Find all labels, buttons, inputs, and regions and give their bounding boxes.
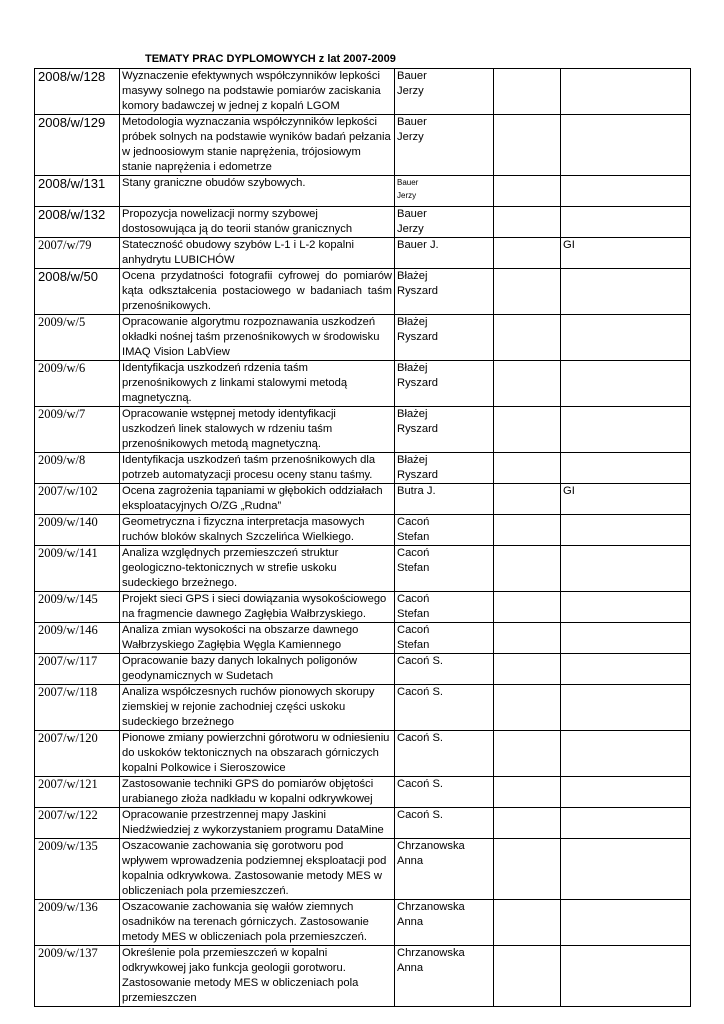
thesis-note bbox=[561, 207, 691, 238]
empty-cell bbox=[494, 407, 561, 453]
thesis-topic: Metodologia wyznaczania współczynników lepkości próbek solnych na podstawie wyników badań pełzania w jednoosiowym stanie naprężenia, trójosiowym stanie naprężenia i edometrze bbox=[120, 115, 395, 176]
empty-cell bbox=[494, 315, 561, 361]
table-row bbox=[35, 176, 691, 207]
thesis-topic: Opracowanie algorytmu rozpoznawania uszkodzeń okładki nośnej taśm przenośnikowych w środowisku IMAQ Vision LabView bbox=[120, 315, 395, 361]
thesis-author: Bauer Jerzy bbox=[395, 207, 494, 238]
thesis-topic: Oszacowanie zachowania się wałów ziemnych osadników na terenach górniczych. Zastosowanie metody MES w obliczeniach pola przemieszczeń. bbox=[120, 900, 395, 946]
empty-cell bbox=[494, 238, 561, 269]
empty-cell bbox=[494, 592, 561, 623]
thesis-id: 2007/w/121 bbox=[35, 777, 120, 808]
document-title: TEMATY PRAC DYPLOMOWYCH z lat 2007-2009 bbox=[145, 53, 396, 65]
thesis-topic: Ocena przydatności fotografii cyfrowej do pomiarów kąta odkształcenia postaciowego w badaniach taśm przenośnikowych. bbox=[120, 269, 395, 315]
empty-cell bbox=[494, 839, 561, 900]
table-row bbox=[35, 361, 691, 407]
thesis-topic: Wyznaczenie efektywnych współczynników lepkości masywy solnego na podstawie pomiarów zaciskania komory badawczej w jednej z kopalń LGOM bbox=[120, 69, 395, 115]
empty-cell bbox=[494, 900, 561, 946]
empty-cell bbox=[494, 453, 561, 484]
thesis-id: 2008/w/131 bbox=[35, 176, 120, 207]
table-row bbox=[35, 731, 691, 777]
empty-cell bbox=[494, 207, 561, 238]
table-row bbox=[35, 900, 691, 946]
thesis-id: 2009/w/137 bbox=[35, 946, 120, 1007]
thesis-id: 2008/w/128 bbox=[35, 69, 120, 115]
thesis-id: 2009/w/146 bbox=[35, 623, 120, 654]
thesis-note bbox=[561, 546, 691, 592]
thesis-note bbox=[561, 946, 691, 1007]
thesis-id: 2009/w/5 bbox=[35, 315, 120, 361]
thesis-author: Błażej Ryszard bbox=[395, 407, 494, 453]
table-row bbox=[35, 808, 691, 839]
thesis-author: Cacoń Stefan bbox=[395, 546, 494, 592]
thesis-author: Błażej Ryszard bbox=[395, 361, 494, 407]
thesis-author: Cacoń Stefan bbox=[395, 515, 494, 546]
thesis-note: GI bbox=[561, 238, 691, 269]
thesis-id: 2009/w/7 bbox=[35, 407, 120, 453]
thesis-author: Bauer J. bbox=[395, 238, 494, 269]
thesis-author: Cacoń S. bbox=[395, 731, 494, 777]
empty-cell bbox=[494, 115, 561, 176]
table-row bbox=[35, 315, 691, 361]
thesis-id: 2007/w/118 bbox=[35, 685, 120, 731]
thesis-note bbox=[561, 453, 691, 484]
thesis-topic: Stany graniczne obudów szybowych. bbox=[120, 176, 395, 207]
thesis-author: Cacoń S. bbox=[395, 685, 494, 731]
thesis-id: 2007/w/102 bbox=[35, 484, 120, 515]
table-row bbox=[35, 654, 691, 685]
thesis-topic: Analiza współczesnych ruchów pionowych skorupy ziemskiej w rejonie zachodniej części uskoku sudeckiego brzeżnego bbox=[120, 685, 395, 731]
thesis-id: 2009/w/145 bbox=[35, 592, 120, 623]
empty-cell bbox=[494, 515, 561, 546]
thesis-author: Błażej Ryszard bbox=[395, 269, 494, 315]
thesis-topic: Analiza względnych przemieszczeń struktur geologiczno-tektonicznych w strefie uskoku sudeckiego brzeżnego. bbox=[120, 546, 395, 592]
thesis-topic: Identyfikacja uszkodzeń rdzenia taśm przenośnikowych z linkami stalowymi metodą magnetyczną. bbox=[120, 361, 395, 407]
thesis-author: Chrzanowska Anna bbox=[395, 946, 494, 1007]
thesis-note bbox=[561, 623, 691, 654]
empty-cell bbox=[494, 623, 561, 654]
table-row bbox=[35, 592, 691, 623]
empty-cell bbox=[494, 808, 561, 839]
empty-cell bbox=[494, 176, 561, 207]
thesis-note bbox=[561, 731, 691, 777]
thesis-note bbox=[561, 115, 691, 176]
thesis-note bbox=[561, 808, 691, 839]
empty-cell bbox=[494, 546, 561, 592]
empty-cell bbox=[494, 777, 561, 808]
thesis-note bbox=[561, 361, 691, 407]
table-row bbox=[35, 685, 691, 731]
thesis-note bbox=[561, 777, 691, 808]
thesis-id: 2009/w/136 bbox=[35, 900, 120, 946]
table-row bbox=[35, 238, 691, 269]
empty-cell bbox=[494, 685, 561, 731]
thesis-note bbox=[561, 592, 691, 623]
thesis-id: 2007/w/120 bbox=[35, 731, 120, 777]
empty-cell bbox=[494, 361, 561, 407]
thesis-topic: Zastosowanie techniki GPS do pomiarów objętości urabianego złoża nadkładu w kopalni odkrywkowej bbox=[120, 777, 395, 808]
thesis-note bbox=[561, 269, 691, 315]
thesis-id: 2009/w/6 bbox=[35, 361, 120, 407]
thesis-note: GI bbox=[561, 484, 691, 515]
table-row bbox=[35, 453, 691, 484]
thesis-topic: Opracowanie wstępnej metody identyfikacji uszkodzeń linek stalowych w rdzeniu taśm przenośnikowych metodą magnetyczną. bbox=[120, 407, 395, 453]
table-row bbox=[35, 515, 691, 546]
table-row bbox=[35, 269, 691, 315]
table-row bbox=[35, 777, 691, 808]
table-row bbox=[35, 207, 691, 238]
thesis-note bbox=[561, 407, 691, 453]
thesis-note bbox=[561, 654, 691, 685]
thesis-id: 2007/w/117 bbox=[35, 654, 120, 685]
table-row bbox=[35, 623, 691, 654]
table-row bbox=[35, 546, 691, 592]
empty-cell bbox=[494, 269, 561, 315]
thesis-note bbox=[561, 176, 691, 207]
table-row bbox=[35, 839, 691, 900]
thesis-author: Cacoń S. bbox=[395, 808, 494, 839]
thesis-author: Błażej Ryszard bbox=[395, 315, 494, 361]
thesis-author: Cacoń Stefan bbox=[395, 592, 494, 623]
empty-cell bbox=[494, 69, 561, 115]
thesis-id: 2007/w/79 bbox=[35, 238, 120, 269]
thesis-author: Bauer Jerzy bbox=[395, 115, 494, 176]
thesis-author: Bauer Jerzy bbox=[395, 69, 494, 115]
table-row bbox=[35, 407, 691, 453]
thesis-topic: Pionowe zmiany powierzchni górotworu w odniesieniu do uskoków tektonicznych na obszarach górniczych kopalni Polkowice i Sieroszowice bbox=[120, 731, 395, 777]
thesis-topic: Oszacowanie zachowania się gorotworu pod wpływem wprowadzenia podziemnej eksploatacji pod kopalnia odkrywkowa. Zastosowanie metody MES w obliczeniach pola przemieszczeń. bbox=[120, 839, 395, 900]
thesis-id: 2009/w/135 bbox=[35, 839, 120, 900]
thesis-author: Błażej Ryszard bbox=[395, 453, 494, 484]
thesis-topic: Opracowanie bazy danych lokalnych poligonów geodynamicznych w Sudetach bbox=[120, 654, 395, 685]
empty-cell bbox=[494, 731, 561, 777]
thesis-topic: Projekt sieci GPS i sieci dowiązania wysokościowego na fragmencie dawnego Zagłębia Wałbrzyskiego. bbox=[120, 592, 395, 623]
thesis-author: Chrzanowska Anna bbox=[395, 839, 494, 900]
thesis-topic: Stateczność obudowy szybów L-1 i L-2 kopalni anhydrytu LUBICHÓW bbox=[120, 238, 395, 269]
thesis-topic: Identyfikacja uszkodzeń taśm przenośnikowych dla potrzeb automatyzacji procesu oceny stanu taśmy. bbox=[120, 453, 395, 484]
table-row bbox=[35, 69, 691, 115]
thesis-author: Cacoń S. bbox=[395, 777, 494, 808]
empty-cell bbox=[494, 484, 561, 515]
table-row bbox=[35, 115, 691, 176]
table-row bbox=[35, 484, 691, 515]
thesis-note bbox=[561, 315, 691, 361]
thesis-author: Cacoń S. bbox=[395, 654, 494, 685]
thesis-topic: Analiza zmian wysokości na obszarze dawnego Wałbrzyskiego Zagłębia Węgla Kamiennego bbox=[120, 623, 395, 654]
thesis-id: 2008/w/129 bbox=[35, 115, 120, 176]
thesis-author: Cacoń Stefan bbox=[395, 623, 494, 654]
thesis-id: 2008/w/50 bbox=[35, 269, 120, 315]
thesis-topic: Propozycja nowelizacji normy szybowej dostosowująca ją do teorii stanów granicznych bbox=[120, 207, 395, 238]
thesis-topic: Geometryczna i fizyczna interpretacja masowych ruchów bloków skalnych Szczelińca Wielkiego. bbox=[120, 515, 395, 546]
thesis-id: 2009/w/141 bbox=[35, 546, 120, 592]
thesis-note bbox=[561, 515, 691, 546]
thesis-id: 2009/w/140 bbox=[35, 515, 120, 546]
thesis-author: Butra J. bbox=[395, 484, 494, 515]
thesis-note bbox=[561, 900, 691, 946]
thesis-note bbox=[561, 685, 691, 731]
thesis-author: Chrzanowska Anna bbox=[395, 900, 494, 946]
thesis-topics-table bbox=[34, 68, 691, 1007]
thesis-topic: Ocena zagrożenia tąpaniami w głębokich oddziałach eksploatacyjnych O/ZG „Rudna” bbox=[120, 484, 395, 515]
thesis-id: 2007/w/122 bbox=[35, 808, 120, 839]
thesis-topic: Określenie pola przemieszczeń w kopalni odkrywkowej jako funkcja geologii gorotworu. Zastosowanie metody MES w obliczeniach pola przemieszczen bbox=[120, 946, 395, 1007]
empty-cell bbox=[494, 946, 561, 1007]
empty-cell bbox=[494, 654, 561, 685]
thesis-note bbox=[561, 69, 691, 115]
thesis-topic: Opracowanie przestrzennej mapy Jaskini Niedźwiedziej z wykorzystaniem programu DataMine bbox=[120, 808, 395, 839]
thesis-author: Bauer Jerzy bbox=[395, 176, 494, 207]
table-row bbox=[35, 946, 691, 1007]
thesis-id: 2009/w/8 bbox=[35, 453, 120, 484]
thesis-id: 2008/w/132 bbox=[35, 207, 120, 238]
thesis-note bbox=[561, 839, 691, 900]
